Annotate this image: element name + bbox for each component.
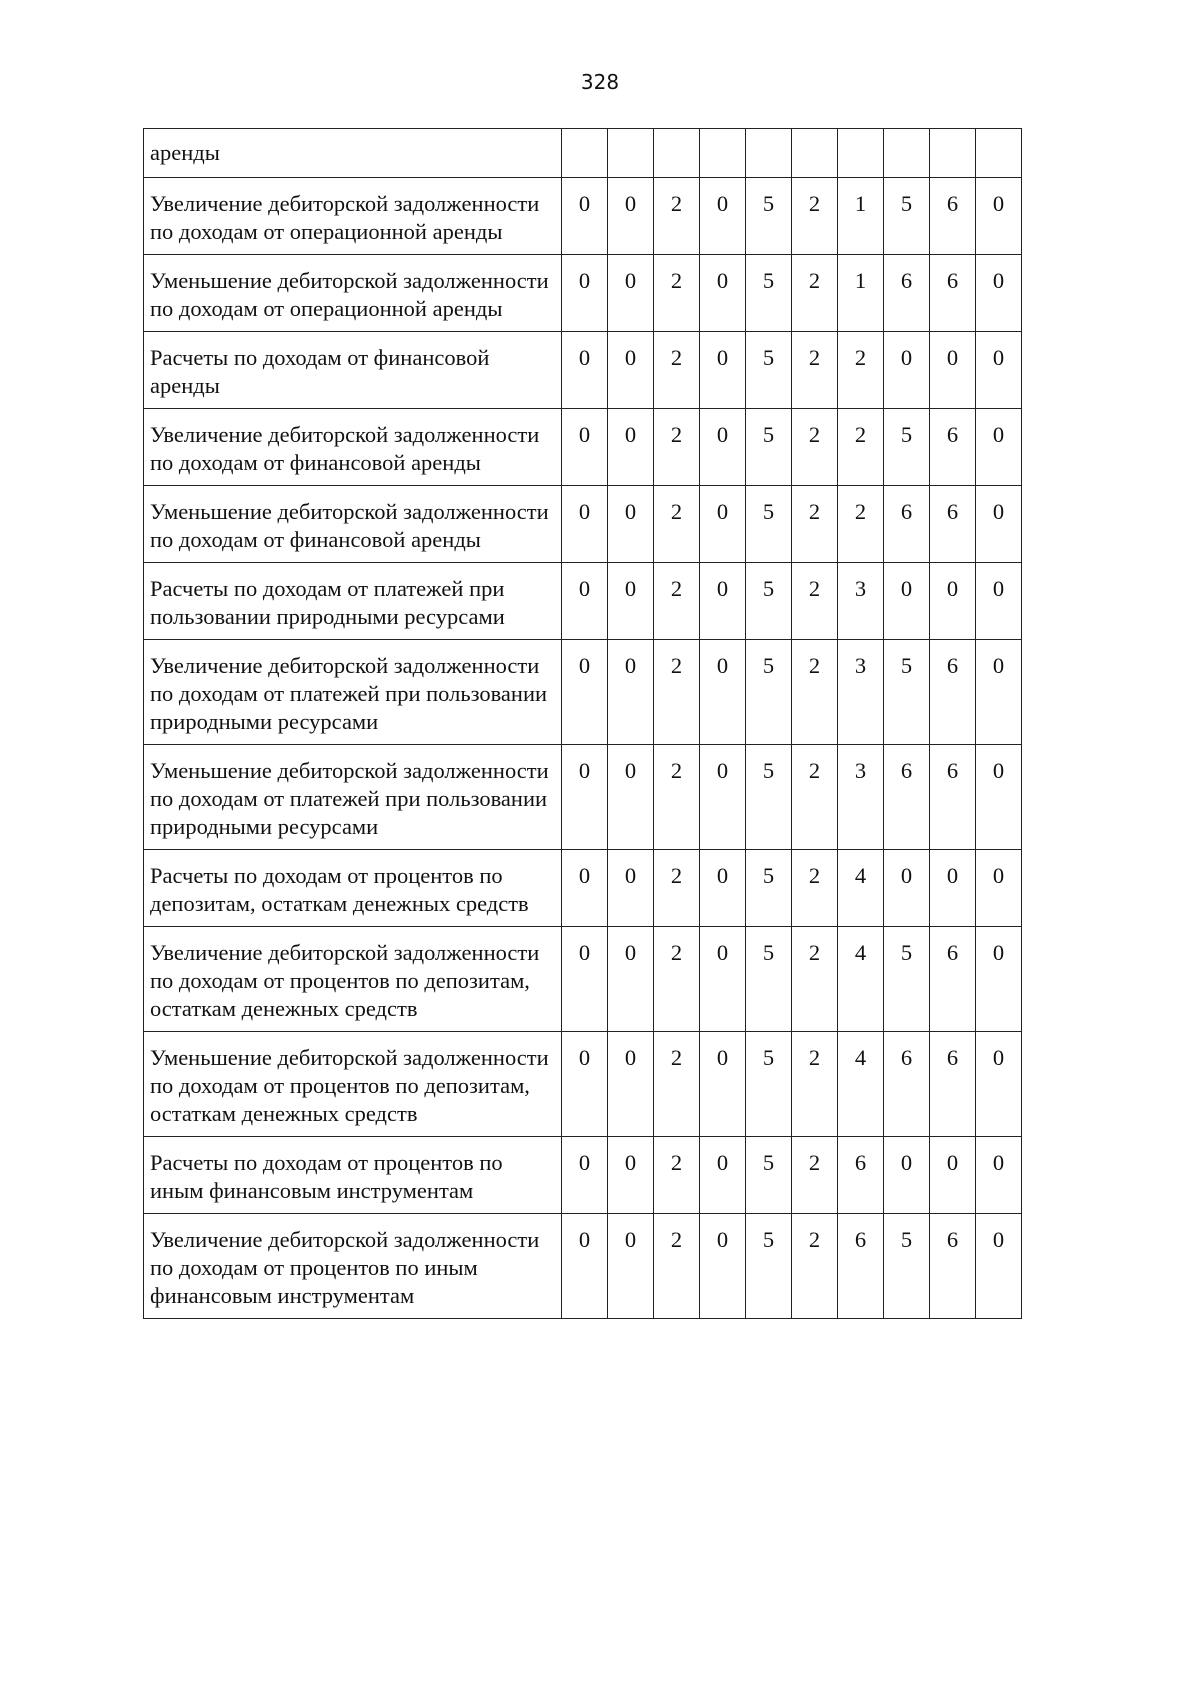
code-digit: 0 [884, 1137, 930, 1214]
code-digit: 5 [746, 486, 792, 563]
code-digit: 0 [700, 1214, 746, 1319]
code-digit: 0 [562, 255, 608, 332]
code-digit: 2 [792, 1032, 838, 1137]
code-digit: 0 [562, 178, 608, 255]
code-digit: 0 [700, 332, 746, 409]
code-digit: 5 [884, 640, 930, 745]
row-label: Увеличение дебиторской задолженности по доходам от операционной аренды [144, 178, 562, 255]
code-digit [792, 129, 838, 178]
code-digit: 2 [792, 255, 838, 332]
code-digit: 2 [654, 409, 700, 486]
code-digit: 2 [792, 1137, 838, 1214]
code-digit: 6 [884, 745, 930, 850]
accounts-table [143, 128, 1022, 1319]
code-digit: 6 [930, 255, 976, 332]
code-digit: 1 [838, 255, 884, 332]
code-digit [700, 129, 746, 178]
code-digit: 5 [746, 563, 792, 640]
code-digit: 0 [562, 927, 608, 1032]
code-digit: 0 [884, 332, 930, 409]
code-digit: 5 [746, 640, 792, 745]
code-digit: 0 [930, 850, 976, 927]
code-digit: 3 [838, 745, 884, 850]
code-digit: 6 [930, 486, 976, 563]
code-digit: 2 [792, 563, 838, 640]
code-digit: 5 [746, 1032, 792, 1137]
code-digit: 0 [700, 927, 746, 1032]
code-digit: 4 [838, 1032, 884, 1137]
code-digit: 0 [700, 178, 746, 255]
code-digit: 5 [884, 1214, 930, 1319]
row-label: Увеличение дебиторской задолженности по доходам от процентов по иным финансовым инструментам [144, 1214, 562, 1319]
table-row [144, 129, 1022, 178]
code-digit: 2 [792, 332, 838, 409]
code-digit: 0 [608, 178, 654, 255]
code-digit: 2 [792, 850, 838, 927]
code-digit: 0 [930, 1137, 976, 1214]
table-row [144, 927, 1022, 1032]
code-digit: 2 [838, 332, 884, 409]
code-digit: 0 [976, 563, 1022, 640]
code-digit: 5 [746, 1137, 792, 1214]
code-digit: 0 [562, 850, 608, 927]
code-digit: 5 [884, 409, 930, 486]
table-row [144, 332, 1022, 409]
page-number: 328 [580, 70, 620, 94]
code-digit: 6 [838, 1214, 884, 1319]
code-digit: 2 [654, 563, 700, 640]
code-digit: 6 [930, 1032, 976, 1137]
code-digit: 2 [792, 1214, 838, 1319]
row-label: Расчеты по доходам от финансовой аренды [144, 332, 562, 409]
code-digit: 0 [700, 1137, 746, 1214]
row-label: Увеличение дебиторской задолженности по доходам от процентов по депозитам, остаткам денежных средств [144, 927, 562, 1032]
row-label: Увеличение дебиторской задолженности по доходам от платежей при пользовании природными ресурсами [144, 640, 562, 745]
code-digit: 2 [838, 409, 884, 486]
code-digit: 0 [608, 486, 654, 563]
code-digit: 0 [700, 255, 746, 332]
code-digit: 0 [976, 850, 1022, 927]
code-digit: 6 [930, 745, 976, 850]
code-digit: 5 [746, 745, 792, 850]
code-digit: 3 [838, 563, 884, 640]
code-digit: 2 [654, 178, 700, 255]
code-digit: 0 [562, 332, 608, 409]
code-digit: 0 [700, 563, 746, 640]
code-digit [608, 129, 654, 178]
code-digit: 0 [562, 1214, 608, 1319]
code-digit: 2 [838, 486, 884, 563]
code-digit: 2 [792, 640, 838, 745]
code-digit: 0 [562, 486, 608, 563]
code-digit: 2 [654, 1137, 700, 1214]
table-row [144, 1032, 1022, 1137]
code-digit: 0 [608, 1214, 654, 1319]
row-label: Уменьшение дебиторской задолженности по доходам от операционной аренды [144, 255, 562, 332]
code-digit: 0 [930, 563, 976, 640]
code-digit: 5 [746, 927, 792, 1032]
code-digit: 2 [654, 745, 700, 850]
code-digit [976, 129, 1022, 178]
row-label: Уменьшение дебиторской задолженности по доходам от процентов по депозитам, остаткам денежных средств [144, 1032, 562, 1137]
code-digit: 6 [930, 1214, 976, 1319]
accounts-table-body [144, 129, 1022, 1319]
code-digit [884, 129, 930, 178]
code-digit: 0 [976, 1137, 1022, 1214]
code-digit: 6 [884, 486, 930, 563]
code-digit: 2 [654, 1032, 700, 1137]
code-digit: 0 [884, 563, 930, 640]
code-digit: 0 [562, 563, 608, 640]
table-row [144, 745, 1022, 850]
code-digit: 0 [700, 640, 746, 745]
code-digit: 2 [792, 927, 838, 1032]
code-digit [562, 129, 608, 178]
code-digit: 0 [608, 1032, 654, 1137]
code-digit: 0 [562, 409, 608, 486]
code-digit [746, 129, 792, 178]
code-digit [930, 129, 976, 178]
table-row [144, 1137, 1022, 1214]
code-digit: 0 [700, 745, 746, 850]
row-label: Увеличение дебиторской задолженности по доходам от финансовой аренды [144, 409, 562, 486]
code-digit: 2 [654, 927, 700, 1032]
code-digit: 0 [608, 563, 654, 640]
code-digit: 5 [746, 1214, 792, 1319]
code-digit: 2 [654, 255, 700, 332]
code-digit: 0 [976, 255, 1022, 332]
row-label: Расчеты по доходам от процентов по депозитам, остаткам денежных средств [144, 850, 562, 927]
code-digit: 0 [930, 332, 976, 409]
code-digit: 0 [562, 745, 608, 850]
code-digit: 5 [884, 927, 930, 1032]
code-digit: 2 [792, 178, 838, 255]
code-digit: 5 [746, 850, 792, 927]
code-digit: 0 [608, 409, 654, 486]
code-digit: 5 [746, 178, 792, 255]
code-digit: 0 [976, 178, 1022, 255]
table-row [144, 486, 1022, 563]
code-digit: 0 [700, 486, 746, 563]
code-digit: 0 [976, 1032, 1022, 1137]
code-digit: 0 [976, 745, 1022, 850]
code-digit: 6 [838, 1137, 884, 1214]
code-digit: 2 [792, 409, 838, 486]
table-row [144, 850, 1022, 927]
code-digit: 0 [562, 1032, 608, 1137]
code-digit: 6 [930, 927, 976, 1032]
code-digit: 0 [608, 927, 654, 1032]
code-digit: 0 [562, 1137, 608, 1214]
row-label: Уменьшение дебиторской задолженности по доходам от финансовой аренды [144, 486, 562, 563]
row-label: Расчеты по доходам от платежей при пользовании природными ресурсами [144, 563, 562, 640]
code-digit: 4 [838, 927, 884, 1032]
table-row [144, 255, 1022, 332]
code-digit: 1 [838, 178, 884, 255]
code-digit: 0 [976, 1214, 1022, 1319]
code-digit: 0 [976, 332, 1022, 409]
code-digit: 2 [654, 332, 700, 409]
code-digit: 0 [700, 1032, 746, 1137]
code-digit: 0 [608, 850, 654, 927]
table-row [144, 563, 1022, 640]
code-digit: 5 [746, 409, 792, 486]
code-digit: 6 [884, 255, 930, 332]
code-digit: 6 [930, 178, 976, 255]
code-digit: 0 [884, 850, 930, 927]
code-digit: 5 [746, 255, 792, 332]
code-digit: 6 [884, 1032, 930, 1137]
code-digit: 2 [654, 486, 700, 563]
code-digit: 0 [976, 409, 1022, 486]
code-digit: 6 [930, 409, 976, 486]
code-digit: 0 [976, 640, 1022, 745]
code-digit: 5 [884, 178, 930, 255]
code-digit: 6 [930, 640, 976, 745]
code-digit: 5 [746, 332, 792, 409]
code-digit: 0 [608, 1137, 654, 1214]
table-row [144, 640, 1022, 745]
code-digit: 2 [654, 1214, 700, 1319]
row-label: Расчеты по доходам от процентов по иным финансовым инструментам [144, 1137, 562, 1214]
code-digit [838, 129, 884, 178]
table-row [144, 409, 1022, 486]
row-label: Уменьшение дебиторской задолженности по доходам от платежей при пользовании природными ресурсами [144, 745, 562, 850]
code-digit: 0 [700, 850, 746, 927]
code-digit: 0 [608, 640, 654, 745]
code-digit: 0 [976, 486, 1022, 563]
code-digit: 0 [608, 332, 654, 409]
code-digit: 4 [838, 850, 884, 927]
code-digit: 3 [838, 640, 884, 745]
table-row [144, 178, 1022, 255]
code-digit: 0 [562, 640, 608, 745]
code-digit: 2 [792, 486, 838, 563]
code-digit: 2 [654, 850, 700, 927]
row-label: аренды [144, 129, 562, 178]
code-digit: 2 [654, 640, 700, 745]
code-digit: 0 [976, 927, 1022, 1032]
code-digit: 0 [608, 745, 654, 850]
code-digit: 0 [608, 255, 654, 332]
table-row [144, 1214, 1022, 1319]
code-digit: 2 [792, 745, 838, 850]
code-digit: 0 [700, 409, 746, 486]
code-digit [654, 129, 700, 178]
